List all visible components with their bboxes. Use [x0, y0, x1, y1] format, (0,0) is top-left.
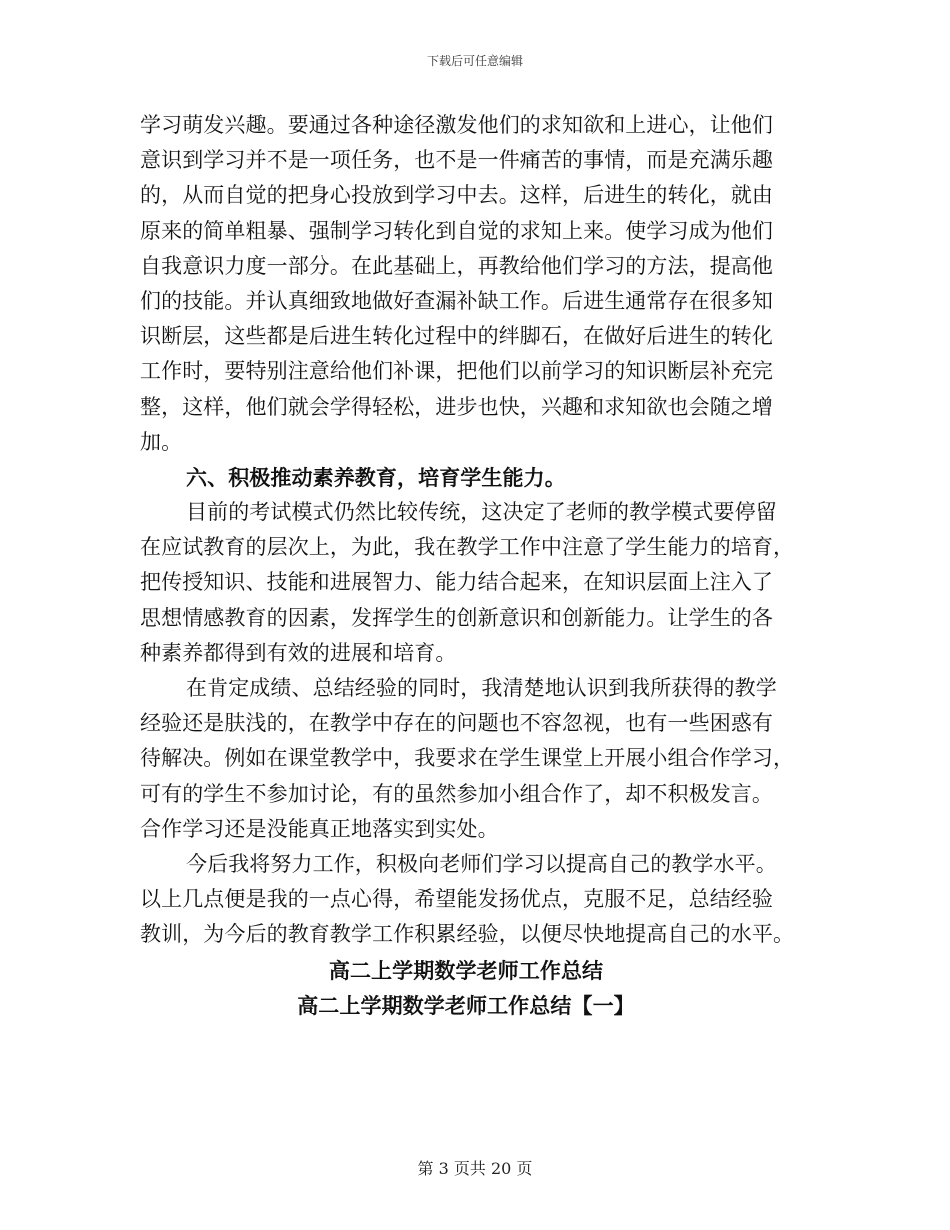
text-line: 学习萌发兴趣。要通过各种途径激发他们的求知欲和上进心，让他们: [140, 113, 773, 137]
page-header: 下载后可任意编辑: [426, 54, 523, 68]
text-line: 在肯定成绩、总结经验的同时，我清楚地认识到我所获得的教学: [186, 676, 777, 700]
text-line: 加。: [140, 429, 183, 454]
text-line: 的，从而自觉的把身心投放到学习中去。这样，后进生的转化，就由: [140, 183, 773, 208]
text-line: 思想情感教育的因素，发挥学生的创新意识和创新能力。让学生的各: [140, 605, 773, 630]
text-line: 教训，为今后的教育教学工作积累经验，以便尽快地提高自己的水平。: [140, 922, 795, 947]
text-line: 把传授知识、技能和进展智力、能力结合起来，在知识层面上注入了: [140, 570, 773, 595]
text-line: 以上几点便是我的一点心得，希望能发扬优点，克服不足，总结经验: [140, 887, 773, 912]
text-line: 可有的学生不参加讨论，有的虽然参加小组合作了，却不积极发言。: [140, 781, 773, 806]
text-line: 种素养都得到有效的进展和培育。: [140, 640, 457, 665]
text-line: 原来的简单粗暴、强制学习转化到自觉的求知上来。使学习成为他们: [140, 218, 773, 243]
text-line: 识断层，这些都是后进生转化过程中的绊脚石，在做好后进生的转化: [140, 324, 773, 349]
text-line: 工作时，要特别注意给他们补课，把他们以前学习的知识断层补充完: [140, 359, 773, 384]
text-line: 们的技能。并认真细致地做好查漏补缺工作。后进生通常存在很多知: [140, 288, 773, 313]
text-line: 意识到学习并不是一项任务，也不是一件痛苦的事情，而是充满乐趣: [140, 148, 773, 173]
text-line: 整，这样，他们就会学得轻松，进步也快，兴趣和求知欲也会随之增: [140, 394, 773, 419]
text-line: 经验还是肤浅的，在教学中存在的问题也不容忽视，也有一些困惑有: [140, 711, 773, 736]
section-heading: 六、积极推动素养教育，培育学生能力。: [186, 464, 566, 490]
text-line: 目前的考试模式仍然比较传统，这决定了老师的教学模式要停留: [186, 500, 777, 525]
text-line: 待解决。例如在课堂教学中，我要求在学生课堂上开展小组合作学习，: [140, 746, 795, 771]
text-line: 在应试教育的层次上，为此，我在教学工作中注意了学生能力的培育，: [140, 535, 795, 560]
text-line: 自我意识力度一部分。在此基础上，再教给他们学习的方法，提高他: [140, 253, 773, 278]
document-body: [140, 108, 814, 1023]
document-title: 高二上学期数学老师工作总结: [328, 957, 604, 983]
text-line: 合作学习还是没能真正地落实到实处。: [140, 816, 499, 841]
page-number: 第 3 页共 20 页: [417, 1159, 533, 1178]
section-title: 高二上学期数学老师工作总结【一】: [297, 992, 635, 1018]
text-line: 今后我将努力工作，积极向老师们学习以提高自己的教学水平。: [186, 851, 777, 876]
